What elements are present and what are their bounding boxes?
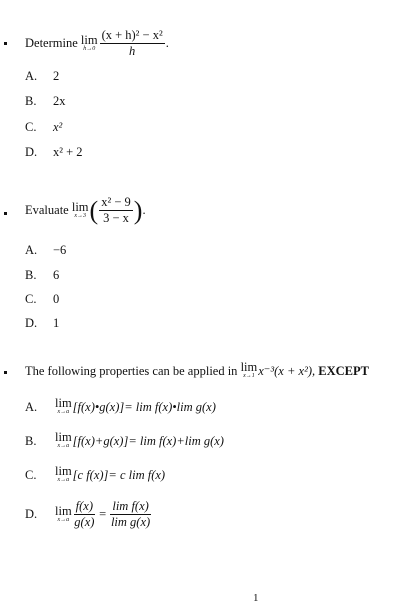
q3-option-b-lhs: [f(x)+g(x)] (72, 433, 129, 448)
page-number: 1 (253, 592, 259, 604)
q2-fraction (99, 195, 133, 226)
q2-denominator: 3 − x (103, 211, 129, 225)
question-3 (25, 362, 369, 380)
question-bullet (4, 371, 7, 374)
question-1: Determine lim h→0 $\frac{\text{(x + h)² − x²}}{h}$ . (25, 28, 169, 58)
q1-option-d: D. x² + 2 (25, 145, 83, 159)
q3-option-b-rhs: = lim f(x)+lim g(x) (128, 433, 224, 448)
q2-option-a: A. −6 (25, 243, 67, 257)
question-bullet (4, 42, 7, 45)
q3-expression: x⁻³(x + x²), (258, 364, 316, 378)
q3-option-d: D. lim x→a $\frac{f(x)}{g(x)}$ = $\frac{\text{lim f(x)}}{\text{lim g(x)}}$ (25, 499, 151, 529)
q3-option-a-lhs: [f(x)•g(x)] (72, 399, 125, 414)
q1-fraction (100, 28, 165, 59)
q1-limit: lim h→0 (80, 32, 98, 52)
q2-option-c: C. 0 (25, 292, 60, 306)
q1-option-a: A. 2 (25, 69, 60, 83)
q3-option-d-left-fraction: $\frac{f(x)}{g(x)}$ (74, 499, 95, 529)
q2-limit: lim x→3 (71, 199, 89, 219)
q2-option-d: D. 1 (25, 316, 60, 330)
question-bullet (4, 212, 7, 215)
q3-option-c: C. lim x→a [c f(x)] = c lim f(x) (25, 464, 166, 483)
q3-option-c-rhs: = c lim f(x) (108, 467, 166, 482)
q3-limit: lim x→1 (240, 360, 258, 379)
q3-option-c-lhs: [c f(x)] (72, 467, 109, 482)
question-2: Evaluate lim x→3 ( $\frac{\text{x² − 9}}{3 - x}$ ) . (25, 195, 146, 225)
q3-option-d-right-fraction: $\frac{\text{lim f(x)}}{\text{lim g(x)}}$ (110, 499, 151, 529)
q3-prompt: The following properties can be applied in (25, 363, 238, 378)
q3-option-a: A. lim x→a [f(x)•g(x)] = lim f(x)•lim g(x) (25, 396, 216, 415)
q2-numerator: x² − 9 (101, 195, 131, 209)
q3-option-a-rhs: = lim f(x)•lim g(x) (124, 399, 216, 414)
q3-except: EXCEPT (318, 363, 369, 378)
q1-option-c: C. x² (25, 120, 63, 134)
q2-prompt: Evaluate (25, 203, 69, 217)
q2-option-b: B. 6 (25, 268, 60, 282)
q1-denominator: h (129, 44, 136, 58)
q1-option-b: B. 2x (25, 94, 66, 108)
q1-prompt: Determine (25, 36, 78, 50)
q1-numerator: (x + h)² − x² (101, 28, 163, 42)
q3-option-b: B. lim x→a [f(x)+g(x)] = lim f(x)+lim g(x) (25, 430, 224, 449)
